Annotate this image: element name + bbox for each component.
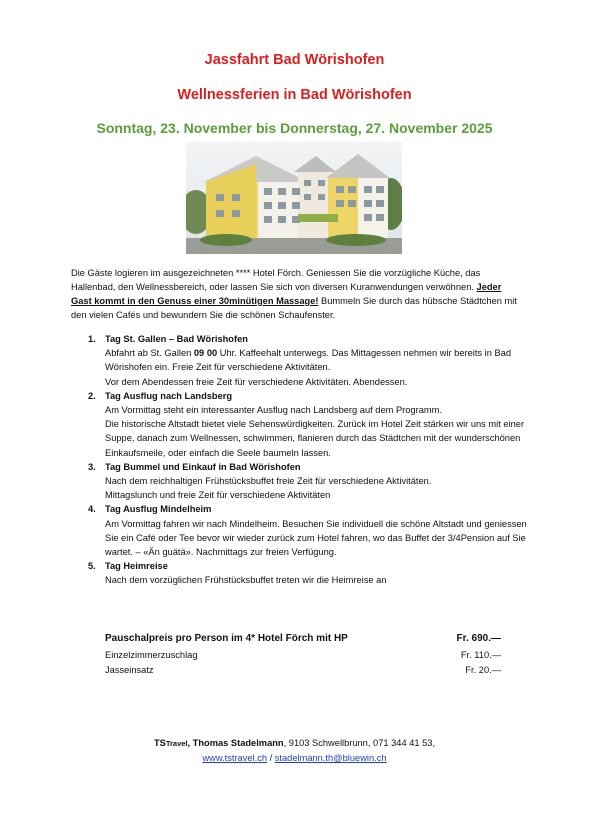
page-title: Jassfahrt Bad Wörishofen [204,52,385,68]
day-title: Tag Ausflug Mindelheim [105,504,212,515]
day-title: Tag St. Gallen – Bad Wörishofen [105,334,248,344]
price-label: Jasseinsatz [105,665,154,675]
day-description: Nach dem vorzüglichen Frühstücksbuffet treten wir die Heimreise an [105,575,387,586]
day-description [105,346,528,374]
massage-highlight: Jeder Gast kommt in den Genuss einer 30minütigen Massage! [71,282,502,306]
day-title: Tag Bummel und Einkauf in Bad Wörishofen [105,461,301,472]
itinerary-day-5 [88,559,528,587]
intro-text-continued: Bummeln Sie durch das hübsche Städtchen mit den vielen Cafés und bewundern Sie die schönen Schaufenster. [71,296,517,320]
itinerary-day-4 [88,502,528,559]
itinerary-day-1 [88,332,528,389]
contact-address: , 9103 Schwellbrunn, 071 344 41 53, [283,738,436,748]
day-description: Am Vormittag steht ein interessanter Ausflug nach Landsberg auf dem Programm. [105,405,442,416]
price-label: Einzelzimmerzuschlag [105,650,198,660]
price-row-single-room [105,648,525,663]
price-amount: Fr. 690.— [456,633,501,644]
price-row-package [105,630,525,648]
price-amount: Fr. 110.— [460,650,501,660]
day-number: 5. [88,561,96,572]
contact-person: , Thomas Stadelmann [187,738,284,748]
price-amount: Fr. 20.— [465,665,501,675]
intro-text: Die Gäste logieren im ausgezeichneten **** Hotel Förch. Geniessen Sie die vorzügliche Küche, das Hallenbad, den Wellnessbereich, oder lassen Sie sich von diversen Kuranwendungen verwöhnen. [71,268,481,292]
itinerary-day-3 [88,460,528,503]
brand-travel: Travel [165,739,188,748]
day-number: 1. [88,334,96,344]
website-link[interactable]: www.tstravel.ch [202,753,268,763]
itinerary-day-2 [88,389,528,460]
contact-footer [0,736,589,765]
intro-paragraph [71,266,521,322]
day-text: Abfahrt ab St. Gallen [105,348,194,359]
itinerary-list [88,332,528,588]
links-line [0,751,589,765]
page-subtitle: Wellnessferien in Bad Wörishofen [177,87,412,103]
trip-dates: Sonntag, 23. November bis Donnerstag, 27. November 2025 [96,120,493,136]
day-description-2: Vor dem Abendessen freie Zeit für verschiedene Aktivitäten. Abendessen. [105,376,408,387]
day-description-2: Mittagslunch und freie Zeit für verschiedene Aktivitäten [105,490,331,501]
day-description-2: Die historische Altstadt bietet viele Sehenswürdigkeiten. Zurück im Hotel Zeit stärken wir uns mit einer Suppe, danach zum Wellnessen, schwimmen, flanieren durch das Städtchen mit der wunderschönen Einkaufsmeile, oder einfach die Seele baumeln lassen. [105,419,525,458]
hotel-photo [186,142,402,254]
brand-name [154,738,284,748]
day-number: 2. [88,390,96,401]
price-label: Pauschalpreis pro Person im 4* Hotel Förch mit HP [105,633,348,644]
link-separator: / [267,753,275,763]
price-row-jass [105,663,525,678]
day-text: Uhr. Kaffeehalt unterwegs. Das Mittagessen nehmen wir bereits in Bad Wörishofen ein. Freie Zeit für verschiedene Aktivitäten. [105,348,512,373]
price-table [105,630,525,678]
contact-line [0,736,589,751]
departure-time: 09 00 [193,348,218,359]
day-number: 4. [88,504,96,515]
day-number: 3. [88,461,96,472]
day-title: Tag Heimreise [105,561,168,572]
day-description: Am Vormittag fahren wir nach Mindelheim. Besuchen Sie individuell die schöne Altstadt und geniessen Sie ein Café oder Tee bevor wir wieder zurück zum Hotel fahren, wo das Buffet der 3/4Pension auf Sie wartet. – «Än guätä». Nachmittags zur freien Verfügung. [105,518,527,558]
day-description: Nach dem reichhaltigen Frühstücksbuffet freie Zeit für verschiedene Aktivitäten. [105,476,432,487]
email-link[interactable]: stadelmann.th@bluewin.ch [274,753,387,763]
day-title: Tag Ausflug nach Landsberg [105,390,233,401]
brand-ts: TS [153,738,166,748]
